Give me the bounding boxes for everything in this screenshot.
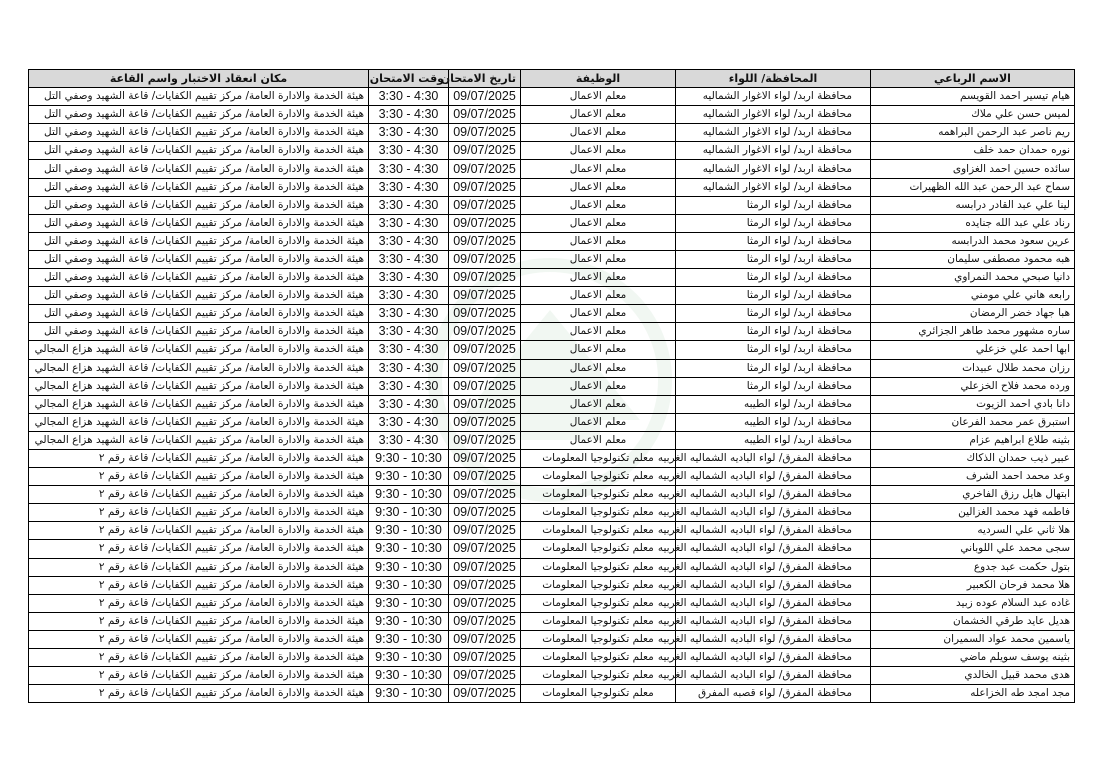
cell-date: 09/07/2025 <box>449 160 521 178</box>
cell-time: 3:30 - 4:30 <box>369 196 449 214</box>
header-place: مكان انعقاد الاختبار واسم القاعة <box>29 70 369 88</box>
cell-place: هيئة الخدمة والادارة العامة/ مركز تقييم الكفايات/ قاعة الشهيد وصفي التل <box>29 124 369 142</box>
cell-time: 3:30 - 4:30 <box>369 305 449 323</box>
cell-date: 09/07/2025 <box>449 630 521 648</box>
cell-name: بتول حكمت عبد جدوع <box>871 558 1075 576</box>
cell-governorate: محافظة المفرق/ لواء الباديه الشماليه الغربيه <box>676 612 871 630</box>
cell-place: هيئة الخدمة والادارة العامة/ مركز تقييم الكفايات/ قاعة رقم ٢ <box>29 630 369 648</box>
table-row <box>29 124 1075 142</box>
table-row <box>29 214 1075 232</box>
cell-time: 3:30 - 4:30 <box>369 106 449 124</box>
cell-place: هيئة الخدمة والادارة العامة/ مركز تقييم الكفايات/ قاعة الشهيد وصفي التل <box>29 287 369 305</box>
table-row <box>29 594 1075 612</box>
table-row <box>29 685 1075 703</box>
cell-name: ابها احمد علي خزعلي <box>871 341 1075 359</box>
table-row <box>29 468 1075 486</box>
cell-governorate: محافظة اربد/ لواء الاغوار الشماليه <box>676 88 871 106</box>
cell-governorate: محافظة اربد/ لواء الطيبه <box>676 431 871 449</box>
cell-job: معلم الاعمال <box>521 160 676 178</box>
cell-place: هيئة الخدمة والادارة العامة/ مركز تقييم الكفايات/ قاعة رقم ٢ <box>29 667 369 685</box>
cell-date: 09/07/2025 <box>449 214 521 232</box>
cell-governorate: محافظة المفرق/ لواء الباديه الشماليه الغربيه <box>676 540 871 558</box>
cell-governorate: محافظة اربد/ لواء الرمثا <box>676 269 871 287</box>
cell-name: رناد علي عبد الله جنايده <box>871 214 1075 232</box>
cell-date: 09/07/2025 <box>449 178 521 196</box>
table-row <box>29 142 1075 160</box>
table-row <box>29 160 1075 178</box>
cell-name: دانيا صبحي محمد النمراوي <box>871 269 1075 287</box>
cell-governorate: محافظة المفرق/ لواء الباديه الشماليه الغربيه <box>676 594 871 612</box>
header-governorate: المحافظة/ اللواء <box>676 70 871 88</box>
cell-time: 3:30 - 4:30 <box>369 395 449 413</box>
cell-job: معلم تكنولوجيا المعلومات <box>521 558 676 576</box>
cell-time: 9:30 - 10:30 <box>369 612 449 630</box>
table-row <box>29 540 1075 558</box>
cell-job: معلم تكنولوجيا المعلومات <box>521 486 676 504</box>
header-time: وقت الامتحان <box>369 70 449 88</box>
cell-name: استبرق عمر محمد الفرعان <box>871 413 1075 431</box>
table-row <box>29 576 1075 594</box>
cell-name: بثينه طلاع ابراهيم عزام <box>871 431 1075 449</box>
cell-time: 9:30 - 10:30 <box>369 558 449 576</box>
table-row <box>29 196 1075 214</box>
cell-place: هيئة الخدمة والادارة العامة/ مركز تقييم الكفايات/ قاعة رقم ٢ <box>29 649 369 667</box>
cell-name: رزان محمد طلال عبيدات <box>871 359 1075 377</box>
cell-governorate: محافظة اربد/ لواء الرمثا <box>676 214 871 232</box>
table-row <box>29 449 1075 467</box>
cell-time: 3:30 - 4:30 <box>369 124 449 142</box>
cell-job: معلم تكنولوجيا المعلومات <box>521 649 676 667</box>
cell-date: 09/07/2025 <box>449 341 521 359</box>
cell-time: 3:30 - 4:30 <box>369 287 449 305</box>
cell-date: 09/07/2025 <box>449 377 521 395</box>
cell-name: هلا محمد فرحان الكعبير <box>871 576 1075 594</box>
cell-place: هيئة الخدمة والادارة العامة/ مركز تقييم الكفايات/ قاعة الشهيد هزاع المجالي <box>29 377 369 395</box>
cell-governorate: محافظة اربد/ لواء الرمثا <box>676 250 871 268</box>
cell-date: 09/07/2025 <box>449 323 521 341</box>
cell-name: هبا جهاد خضر الرمضان <box>871 305 1075 323</box>
cell-date: 09/07/2025 <box>449 540 521 558</box>
cell-time: 9:30 - 10:30 <box>369 594 449 612</box>
cell-time: 3:30 - 4:30 <box>369 160 449 178</box>
cell-time: 3:30 - 4:30 <box>369 269 449 287</box>
cell-governorate: محافظة المفرق/ لواء الباديه الشماليه الغربيه <box>676 449 871 467</box>
cell-job: معلم الاعمال <box>521 377 676 395</box>
cell-governorate: محافظة اربد/ لواء الرمثا <box>676 341 871 359</box>
cell-name: هدى محمد قبيل الخالدي <box>871 667 1075 685</box>
cell-time: 9:30 - 10:30 <box>369 504 449 522</box>
cell-name: غاده عبد السلام عوده زبيد <box>871 594 1075 612</box>
cell-time: 9:30 - 10:30 <box>369 667 449 685</box>
table-row <box>29 612 1075 630</box>
cell-time: 9:30 - 10:30 <box>369 540 449 558</box>
cell-governorate: محافظة المفرق/ لواء الباديه الشماليه الغربيه <box>676 486 871 504</box>
cell-time: 3:30 - 4:30 <box>369 413 449 431</box>
cell-name: ياسمين محمد عواد السميران <box>871 630 1075 648</box>
cell-date: 09/07/2025 <box>449 667 521 685</box>
cell-date: 09/07/2025 <box>449 124 521 142</box>
cell-name: دانا بادي احمد الزيوت <box>871 395 1075 413</box>
cell-job: معلم تكنولوجيا المعلومات <box>521 468 676 486</box>
cell-name: فاطمه فهد محمد الغزالين <box>871 504 1075 522</box>
cell-governorate: محافظة اربد/ لواء الطيبه <box>676 395 871 413</box>
cell-date: 09/07/2025 <box>449 449 521 467</box>
cell-name: عبير ذيب حمدان الذكاك <box>871 449 1075 467</box>
cell-time: 3:30 - 4:30 <box>369 232 449 250</box>
cell-date: 09/07/2025 <box>449 576 521 594</box>
table-row <box>29 305 1075 323</box>
cell-name: سجى محمد علي اللوباني <box>871 540 1075 558</box>
cell-time: 9:30 - 10:30 <box>369 522 449 540</box>
cell-time: 9:30 - 10:30 <box>369 449 449 467</box>
table-row <box>29 341 1075 359</box>
cell-date: 09/07/2025 <box>449 594 521 612</box>
cell-date: 09/07/2025 <box>449 468 521 486</box>
cell-time: 3:30 - 4:30 <box>369 377 449 395</box>
cell-time: 3:30 - 4:30 <box>369 250 449 268</box>
cell-place: هيئة الخدمة والادارة العامة/ مركز تقييم الكفايات/ قاعة الشهيد هزاع المجالي <box>29 359 369 377</box>
table-row <box>29 431 1075 449</box>
cell-job: معلم تكنولوجيا المعلومات <box>521 540 676 558</box>
cell-place: هيئة الخدمة والادارة العامة/ مركز تقييم الكفايات/ قاعة رقم ٢ <box>29 486 369 504</box>
cell-job: معلم تكنولوجيا المعلومات <box>521 612 676 630</box>
cell-job: معلم تكنولوجيا المعلومات <box>521 667 676 685</box>
cell-job: معلم الاعمال <box>521 341 676 359</box>
cell-governorate: محافظة المفرق/ لواء الباديه الشماليه الغربيه <box>676 504 871 522</box>
cell-place: هيئة الخدمة والادارة العامة/ مركز تقييم الكفايات/ قاعة الشهيد وصفي التل <box>29 160 369 178</box>
cell-place: هيئة الخدمة والادارة العامة/ مركز تقييم الكفايات/ قاعة الشهيد وصفي التل <box>29 196 369 214</box>
cell-governorate: محافظة اربد/ لواء الطيبه <box>676 413 871 431</box>
cell-date: 09/07/2025 <box>449 305 521 323</box>
cell-job: معلم الاعمال <box>521 106 676 124</box>
table-row <box>29 88 1075 106</box>
cell-date: 09/07/2025 <box>449 522 521 540</box>
cell-governorate: محافظة اربد/ لواء الاغوار الشماليه <box>676 124 871 142</box>
cell-date: 09/07/2025 <box>449 142 521 160</box>
cell-date: 09/07/2025 <box>449 413 521 431</box>
cell-date: 09/07/2025 <box>449 232 521 250</box>
cell-name: لميس حسن علي ملاك <box>871 106 1075 124</box>
cell-governorate: محافظة اربد/ لواء الاغوار الشماليه <box>676 178 871 196</box>
cell-governorate: محافظة المفرق/ لواء الباديه الشماليه الغربيه <box>676 468 871 486</box>
cell-name: ساره مشهور محمد طاهر الجزائري <box>871 323 1075 341</box>
cell-time: 9:30 - 10:30 <box>369 630 449 648</box>
cell-time: 9:30 - 10:30 <box>369 468 449 486</box>
cell-job: معلم الاعمال <box>521 359 676 377</box>
table-row <box>29 630 1075 648</box>
table-row <box>29 287 1075 305</box>
cell-job: معلم تكنولوجيا المعلومات <box>521 685 676 703</box>
cell-governorate: محافظة اربد/ لواء الاغوار الشماليه <box>676 106 871 124</box>
cell-date: 09/07/2025 <box>449 287 521 305</box>
cell-governorate: محافظة اربد/ لواء الاغوار الشماليه <box>676 142 871 160</box>
cell-place: هيئة الخدمة والادارة العامة/ مركز تقييم الكفايات/ قاعة الشهيد وصفي التل <box>29 323 369 341</box>
table-row <box>29 232 1075 250</box>
cell-date: 09/07/2025 <box>449 685 521 703</box>
cell-job: معلم الاعمال <box>521 395 676 413</box>
header-name: الاسم الرباعي <box>871 70 1075 88</box>
cell-date: 09/07/2025 <box>449 649 521 667</box>
cell-place: هيئة الخدمة والادارة العامة/ مركز تقييم الكفايات/ قاعة رقم ٢ <box>29 504 369 522</box>
cell-place: هيئة الخدمة والادارة العامة/ مركز تقييم الكفايات/ قاعة الشهيد هزاع المجالي <box>29 395 369 413</box>
cell-name: ريم ناصر عبد الرحمن البراهمه <box>871 124 1075 142</box>
cell-job: معلم الاعمال <box>521 214 676 232</box>
cell-governorate: محافظة اربد/ لواء الرمثا <box>676 287 871 305</box>
cell-place: هيئة الخدمة والادارة العامة/ مركز تقييم الكفايات/ قاعة الشهيد وصفي التل <box>29 250 369 268</box>
table-row <box>29 413 1075 431</box>
cell-name: نوره حمدان حمد خلف <box>871 142 1075 160</box>
cell-job: معلم الاعمال <box>521 250 676 268</box>
cell-date: 09/07/2025 <box>449 612 521 630</box>
cell-job: معلم تكنولوجيا المعلومات <box>521 630 676 648</box>
table-row <box>29 359 1075 377</box>
cell-time: 3:30 - 4:30 <box>369 323 449 341</box>
table-row <box>29 377 1075 395</box>
cell-place: هيئة الخدمة والادارة العامة/ مركز تقييم الكفايات/ قاعة الشهيد هزاع المجالي <box>29 431 369 449</box>
cell-date: 09/07/2025 <box>449 250 521 268</box>
cell-date: 09/07/2025 <box>449 106 521 124</box>
cell-name: هديل عايد طرقي الخشمان <box>871 612 1075 630</box>
cell-place: هيئة الخدمة والادارة العامة/ مركز تقييم الكفايات/ قاعة الشهيد وصفي التل <box>29 88 369 106</box>
cell-time: 3:30 - 4:30 <box>369 214 449 232</box>
cell-place: هيئة الخدمة والادارة العامة/ مركز تقييم الكفايات/ قاعة الشهيد وصفي التل <box>29 269 369 287</box>
cell-job: معلم الاعمال <box>521 124 676 142</box>
cell-date: 09/07/2025 <box>449 269 521 287</box>
cell-place: هيئة الخدمة والادارة العامة/ مركز تقييم الكفايات/ قاعة رقم ٢ <box>29 612 369 630</box>
cell-date: 09/07/2025 <box>449 359 521 377</box>
cell-job: معلم الاعمال <box>521 88 676 106</box>
cell-date: 09/07/2025 <box>449 504 521 522</box>
cell-job: معلم الاعمال <box>521 413 676 431</box>
cell-governorate: محافظة المفرق/ لواء الباديه الشماليه الغربيه <box>676 558 871 576</box>
cell-name: لينا علي عبد القادر درابسه <box>871 196 1075 214</box>
cell-job: معلم تكنولوجيا المعلومات <box>521 576 676 594</box>
cell-time: 9:30 - 10:30 <box>369 576 449 594</box>
table-row <box>29 106 1075 124</box>
cell-name: بثينه يوسف سويلم ماضي <box>871 649 1075 667</box>
cell-job: معلم الاعمال <box>521 196 676 214</box>
cell-job: معلم الاعمال <box>521 431 676 449</box>
cell-name: هلا ثاني علي السرديه <box>871 522 1075 540</box>
cell-time: 3:30 - 4:30 <box>369 431 449 449</box>
cell-place: هيئة الخدمة والادارة العامة/ مركز تقييم الكفايات/ قاعة رقم ٢ <box>29 468 369 486</box>
table-row <box>29 649 1075 667</box>
cell-date: 09/07/2025 <box>449 88 521 106</box>
table-row <box>29 323 1075 341</box>
cell-place: هيئة الخدمة والادارة العامة/ مركز تقييم الكفايات/ قاعة رقم ٢ <box>29 540 369 558</box>
cell-governorate: محافظة اربد/ لواء الرمثا <box>676 323 871 341</box>
cell-time: 9:30 - 10:30 <box>369 685 449 703</box>
cell-place: هيئة الخدمة والادارة العامة/ مركز تقييم الكفايات/ قاعة رقم ٢ <box>29 594 369 612</box>
cell-place: هيئة الخدمة والادارة العامة/ مركز تقييم الكفايات/ قاعة الشهيد وصفي التل <box>29 106 369 124</box>
cell-governorate: محافظة اربد/ لواء الاغوار الشماليه <box>676 160 871 178</box>
cell-place: هيئة الخدمة والادارة العامة/ مركز تقييم الكفايات/ قاعة الشهيد وصفي التل <box>29 142 369 160</box>
table-row <box>29 178 1075 196</box>
cell-governorate: محافظة اربد/ لواء الرمثا <box>676 359 871 377</box>
cell-job: معلم الاعمال <box>521 323 676 341</box>
cell-job: معلم الاعمال <box>521 142 676 160</box>
cell-place: هيئة الخدمة والادارة العامة/ مركز تقييم الكفايات/ قاعة الشهيد وصفي التل <box>29 214 369 232</box>
table-header-row <box>29 70 1075 88</box>
cell-time: 3:30 - 4:30 <box>369 88 449 106</box>
cell-place: هيئة الخدمة والادارة العامة/ مركز تقييم الكفايات/ قاعة الشهيد هزاع المجالي <box>29 413 369 431</box>
cell-name: رابعه هاني علي مومني <box>871 287 1075 305</box>
cell-governorate: محافظة المفرق/ لواء الباديه الشماليه الغربيه <box>676 576 871 594</box>
cell-governorate: محافظة اربد/ لواء الرمثا <box>676 305 871 323</box>
cell-governorate: محافظة المفرق/ لواء قصبه المفرق <box>676 685 871 703</box>
cell-job: معلم الاعمال <box>521 287 676 305</box>
cell-name: سماح عبد الرحمن عبد الله الظهيرات <box>871 178 1075 196</box>
cell-job: معلم تكنولوجيا المعلومات <box>521 449 676 467</box>
cell-job: معلم الاعمال <box>521 305 676 323</box>
cell-time: 3:30 - 4:30 <box>369 142 449 160</box>
cell-governorate: محافظة المفرق/ لواء الباديه الشماليه الغربيه <box>676 630 871 648</box>
table-row <box>29 486 1075 504</box>
table-row <box>29 269 1075 287</box>
cell-job: معلم تكنولوجيا المعلومات <box>521 522 676 540</box>
header-job: الوظيفة <box>521 70 676 88</box>
cell-place: هيئة الخدمة والادارة العامة/ مركز تقييم الكفايات/ قاعة رقم ٢ <box>29 449 369 467</box>
cell-name: مجد امجد طه الخزاعله <box>871 685 1075 703</box>
table-row <box>29 667 1075 685</box>
cell-place: هيئة الخدمة والادارة العامة/ مركز تقييم الكفايات/ قاعة الشهيد هزاع المجالي <box>29 341 369 359</box>
cell-governorate: محافظة اربد/ لواء الرمثا <box>676 232 871 250</box>
cell-governorate: محافظة المفرق/ لواء الباديه الشماليه الغربيه <box>676 649 871 667</box>
cell-place: هيئة الخدمة والادارة العامة/ مركز تقييم الكفايات/ قاعة رقم ٢ <box>29 576 369 594</box>
cell-job: معلم الاعمال <box>521 269 676 287</box>
cell-date: 09/07/2025 <box>449 431 521 449</box>
cell-name: سائده حسين احمد الغزاوى <box>871 160 1075 178</box>
cell-job: معلم الاعمال <box>521 232 676 250</box>
cell-place: هيئة الخدمة والادارة العامة/ مركز تقييم الكفايات/ قاعة الشهيد وصفي التل <box>29 178 369 196</box>
cell-governorate: محافظة اربد/ لواء الرمثا <box>676 377 871 395</box>
cell-name: هيام تيسير احمد القويسم <box>871 88 1075 106</box>
cell-time: 3:30 - 4:30 <box>369 341 449 359</box>
cell-job: معلم تكنولوجيا المعلومات <box>521 594 676 612</box>
cell-time: 9:30 - 10:30 <box>369 486 449 504</box>
cell-name: وعد محمد احمد الشرف <box>871 468 1075 486</box>
table-row <box>29 558 1075 576</box>
table-row <box>29 395 1075 413</box>
table-row <box>29 250 1075 268</box>
cell-time: 9:30 - 10:30 <box>369 649 449 667</box>
cell-place: هيئة الخدمة والادارة العامة/ مركز تقييم الكفايات/ قاعة الشهيد وصفي التل <box>29 232 369 250</box>
cell-date: 09/07/2025 <box>449 196 521 214</box>
cell-name: ورده محمد فلاح الخزعلي <box>871 377 1075 395</box>
cell-governorate: محافظة المفرق/ لواء الباديه الشماليه الغربيه <box>676 522 871 540</box>
cell-governorate: محافظة اربد/ لواء الرمثا <box>676 196 871 214</box>
cell-date: 09/07/2025 <box>449 558 521 576</box>
cell-name: ابتهال هايل رزق الفاخري <box>871 486 1075 504</box>
cell-place: هيئة الخدمة والادارة العامة/ مركز تقييم الكفايات/ قاعة رقم ٢ <box>29 558 369 576</box>
cell-job: معلم تكنولوجيا المعلومات <box>521 504 676 522</box>
cell-date: 09/07/2025 <box>449 395 521 413</box>
cell-governorate: محافظة المفرق/ لواء الباديه الشماليه الغربيه <box>676 667 871 685</box>
cell-name: هبه محمود مصطفى سليمان <box>871 250 1075 268</box>
table-row <box>29 522 1075 540</box>
exam-schedule-table <box>28 69 1075 703</box>
table-row <box>29 504 1075 522</box>
cell-place: هيئة الخدمة والادارة العامة/ مركز تقييم الكفايات/ قاعة رقم ٢ <box>29 522 369 540</box>
cell-job: معلم الاعمال <box>521 178 676 196</box>
cell-place: هيئة الخدمة والادارة العامة/ مركز تقييم الكفايات/ قاعة الشهيد وصفي التل <box>29 305 369 323</box>
cell-time: 3:30 - 4:30 <box>369 178 449 196</box>
cell-time: 3:30 - 4:30 <box>369 359 449 377</box>
cell-name: عرين سعود محمد الدرابسه <box>871 232 1075 250</box>
cell-place: هيئة الخدمة والادارة العامة/ مركز تقييم الكفايات/ قاعة رقم ٢ <box>29 685 369 703</box>
header-date: تاريخ الامتحان <box>449 70 521 88</box>
cell-date: 09/07/2025 <box>449 486 521 504</box>
